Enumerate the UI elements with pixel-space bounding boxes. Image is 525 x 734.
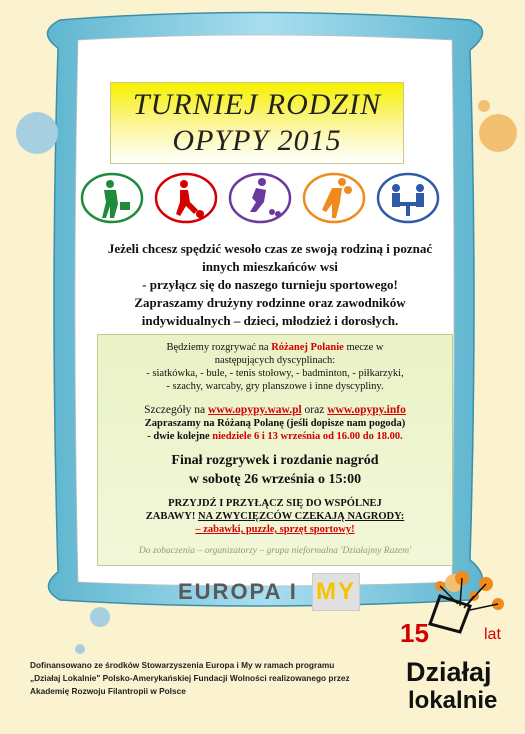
footer-line: Dofinansowano ze środków Stowarzyszenia Europa i My w ramach programu xyxy=(30,660,335,670)
sport-icons-row xyxy=(80,172,440,228)
invite-prefix: - dwie kolejne xyxy=(147,431,213,442)
join-line-2 xyxy=(98,510,452,523)
europa-i-my-logo xyxy=(178,572,360,612)
blue-dot-bottom-small xyxy=(75,644,85,654)
invite-line-1: Zapraszamy na Różaną Polanę (jeśli dopisze nam pogoda) xyxy=(144,418,406,429)
volleyball-player-icon xyxy=(302,172,366,224)
details-line xyxy=(98,403,452,417)
chess-players-icon xyxy=(376,172,440,224)
play-suffix: mecze w xyxy=(343,342,384,353)
footer-line: Akademię Rozwoju Filantropii w Polsce xyxy=(30,686,186,696)
blue-dot-left xyxy=(16,112,58,154)
play-place: Różanej Polanie xyxy=(271,342,344,353)
details-prefix: Szczegóły na xyxy=(144,404,209,416)
opypy-info-link[interactable]: www.opypy.info xyxy=(327,404,406,416)
final-line-1: Finał rozgrywek i rozdanie nagród xyxy=(171,453,379,468)
intro-line: innych mieszkańców wsi xyxy=(202,259,338,274)
badge-number: 15 xyxy=(400,618,429,648)
play-line xyxy=(98,341,452,354)
badge-line-1: Działaj xyxy=(406,657,492,687)
my-logo-box xyxy=(312,573,360,611)
badge-line-2: lokalnie xyxy=(408,687,498,714)
orange-dot-small xyxy=(478,100,490,112)
details-mid: oraz xyxy=(301,404,328,416)
join-prizes: NA ZWYCIĘZCÓW CZEKAJĄ NAGRODY: xyxy=(197,511,405,522)
disciplines-line-2: - szachy, warcaby, gry planszowe i inne dyscypliny. xyxy=(166,381,384,392)
intro-line: Jeżeli chcesz spędzić wesoło czas ze swoją rodziną i poznać xyxy=(107,241,433,256)
blue-dot-bottom xyxy=(90,607,110,627)
orange-dot-right xyxy=(479,114,517,152)
title-box xyxy=(110,82,404,164)
intro-line: - przyłącz się do naszego turnieju sportowego! xyxy=(142,277,398,292)
soccer-kick-icon xyxy=(154,172,218,224)
disciplines-line-1: - siatkówka, - bule, - tenis stołowy, - badminton, - piłkarzyki, xyxy=(146,368,404,379)
play-prefix: Będziemy rozgrywać na xyxy=(166,342,272,353)
signature: Do zobaczenia – organizatorzy – grupa nieformalna 'Działajmy Razem' xyxy=(138,546,412,556)
intro-line: indywidualnych – dzieci, młodzież i dorosłych. xyxy=(141,313,399,328)
footer-text xyxy=(30,659,360,698)
football-player-icon xyxy=(80,172,144,224)
invite-line-2 xyxy=(98,430,452,443)
title-line-1: TURNIEJ RODZIN xyxy=(132,88,382,121)
details-box xyxy=(97,334,453,566)
footer-line: „Działaj Lokalnie" Polsko-Amerykańskiej Fundacji Wolności realizowanego przez xyxy=(30,673,350,683)
join-prefix: ZABAWY! xyxy=(145,511,198,522)
europa-text: EUROPA I xyxy=(178,579,298,604)
final-line-2: w sobotę 26 września o 15:00 xyxy=(188,472,362,487)
join-line-3: – zabawki, puzzle, sprzęt sportowy! xyxy=(195,524,355,535)
invite-dates: niedziele 6 i 13 września od 16.00 do 18.00. xyxy=(212,431,403,442)
bowling-player-icon xyxy=(228,172,292,224)
my-text: MY xyxy=(316,578,357,605)
title-line-2: OPYPY 2015 xyxy=(172,124,342,157)
opypy-waw-link[interactable]: www.opypy.waw.pl xyxy=(208,404,302,416)
badge-lat: lat xyxy=(484,626,501,643)
play-line-2: następujących dyscyplinach: xyxy=(214,355,336,366)
intro-line: Zapraszamy drużyny rodzinne oraz zawodników xyxy=(134,295,406,310)
dzialaj-lokalnie-badge xyxy=(400,566,522,732)
join-line-1: PRZYJDŹ I PRZYŁĄCZ SIĘ DO WSPÓLNEJ xyxy=(168,498,382,509)
intro-text xyxy=(80,240,460,330)
